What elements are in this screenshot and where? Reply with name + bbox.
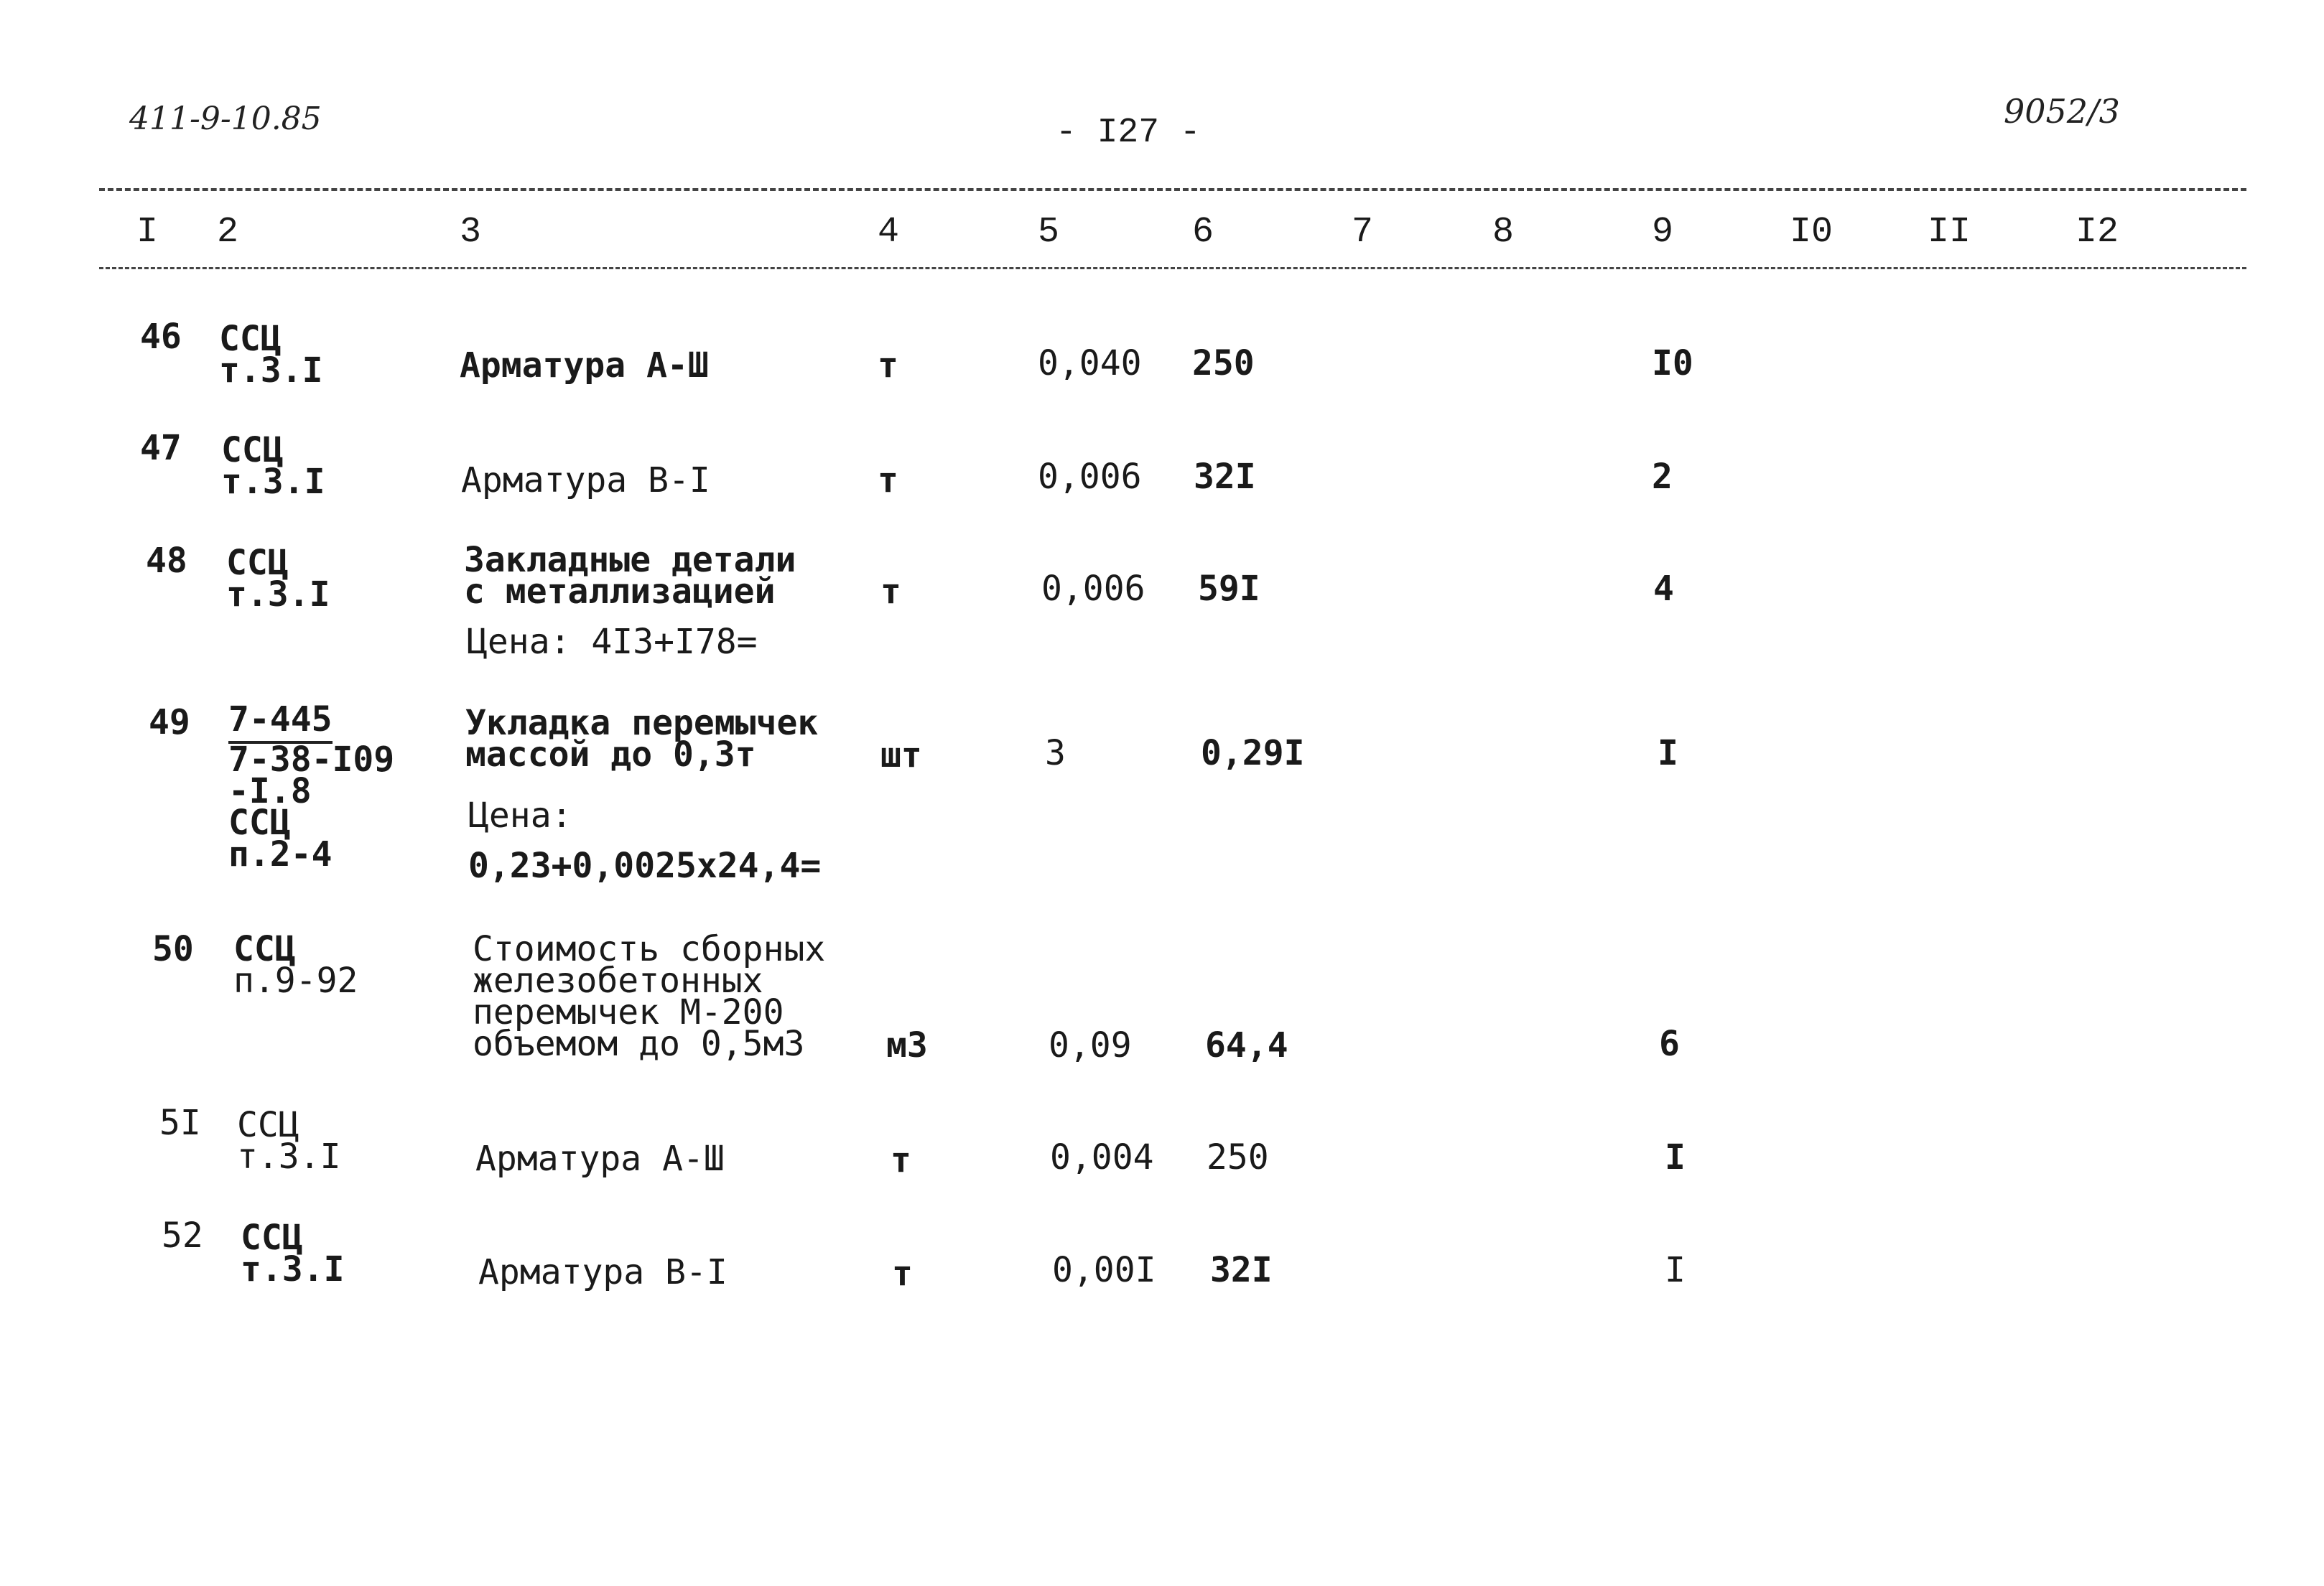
row-total: 2 <box>1652 457 1673 497</box>
top-rule <box>99 188 2246 191</box>
row-quantity: 0,040 <box>1038 343 1142 383</box>
row-price: 59I <box>1198 569 1260 609</box>
row-quantity: 0,004 <box>1050 1137 1154 1177</box>
header-bottom-rule <box>99 267 2246 269</box>
row-unit: т <box>892 1254 913 1294</box>
col-header-1: I <box>136 212 159 253</box>
row-number: 50 <box>152 929 194 969</box>
row-description: Стоимость сборных железобетонных перемычек М-200 объемом до 0,5м3 <box>473 929 826 1064</box>
row-quantity: 0,006 <box>1038 457 1142 497</box>
row-quantity: 0,09 <box>1049 1025 1132 1065</box>
row-description: Арматура А-Ш <box>460 345 709 386</box>
document-code: 411-9-10.85 <box>129 101 322 137</box>
row-unit: т <box>891 1140 911 1180</box>
col-header-9: 9 <box>1652 212 1674 253</box>
page-number: - I27 - <box>1056 113 1201 152</box>
row-description: Арматура А-Ш <box>475 1139 725 1179</box>
row-reference: ССЦ т.3.I <box>241 1218 345 1289</box>
row-number: 52 <box>162 1216 203 1256</box>
col-header-10: I0 <box>1790 212 1833 253</box>
row-reference: ССЦ т.3.I <box>226 543 330 615</box>
col-header-6: 6 <box>1192 212 1214 253</box>
row-total: 4 <box>1653 569 1674 609</box>
row-reference: 7-445 7-38-I09 -I.8 ССЦ п.2-4 <box>228 699 395 874</box>
col-header-7: 7 <box>1352 212 1374 253</box>
row-price: 250 <box>1192 343 1255 383</box>
row-description: Закладные детали с металлизацией <box>464 540 796 612</box>
row-price-formula: 0,23+0,0025х24,4= <box>468 846 822 886</box>
col-header-4: 4 <box>878 212 900 253</box>
row-price: 250 <box>1207 1137 1269 1177</box>
row-total: I0 <box>1652 343 1693 383</box>
row-total: I <box>1665 1137 1686 1177</box>
col-header-3: 3 <box>460 212 482 253</box>
row-reference: ССЦ т.3.I <box>237 1105 341 1177</box>
row-total: I <box>1665 1250 1686 1290</box>
row-unit: т <box>878 460 898 500</box>
row-quantity: 0,006 <box>1041 569 1145 609</box>
row-number: 47 <box>140 428 182 468</box>
col-header-8: 8 <box>1492 212 1515 253</box>
row-quantity: 0,00I <box>1052 1250 1156 1290</box>
col-header-2: 2 <box>217 212 239 253</box>
row-price: 32I <box>1210 1250 1273 1290</box>
row-description: Арматура В-I <box>461 460 710 500</box>
row-unit: шт <box>880 735 922 775</box>
row-price: 32I <box>1194 457 1256 497</box>
row-price: 64,4 <box>1205 1025 1288 1065</box>
row-price: 0,29I <box>1201 733 1305 773</box>
row-number: 48 <box>146 541 187 581</box>
archive-number: 9052/3 <box>2004 92 2120 131</box>
row-price-note: Цена: <box>468 796 572 836</box>
row-total: I <box>1658 733 1678 773</box>
col-header-11: II <box>1928 212 1971 253</box>
row-quantity: 3 <box>1045 733 1066 773</box>
row-unit: т <box>880 572 901 612</box>
row-unit: м3 <box>886 1025 928 1065</box>
row-reference: ССЦ т.3.I <box>221 430 325 502</box>
row-number: 5I <box>159 1103 201 1143</box>
row-reference: ССЦ т.3.I <box>219 319 323 391</box>
col-header-5: 5 <box>1038 212 1060 253</box>
row-description: Укладка перемычек массой до 0,3т <box>465 703 819 775</box>
col-header-12: I2 <box>2076 212 2119 253</box>
row-price-note: Цена: 4I3+I78= <box>467 622 758 662</box>
row-description: Арматура В-I <box>478 1252 728 1292</box>
row-number: 49 <box>149 702 190 742</box>
row-unit: т <box>878 345 898 386</box>
row-total: 6 <box>1659 1024 1680 1064</box>
row-number: 46 <box>140 317 182 357</box>
row-reference: ССЦ п.9-92 <box>233 929 358 1001</box>
